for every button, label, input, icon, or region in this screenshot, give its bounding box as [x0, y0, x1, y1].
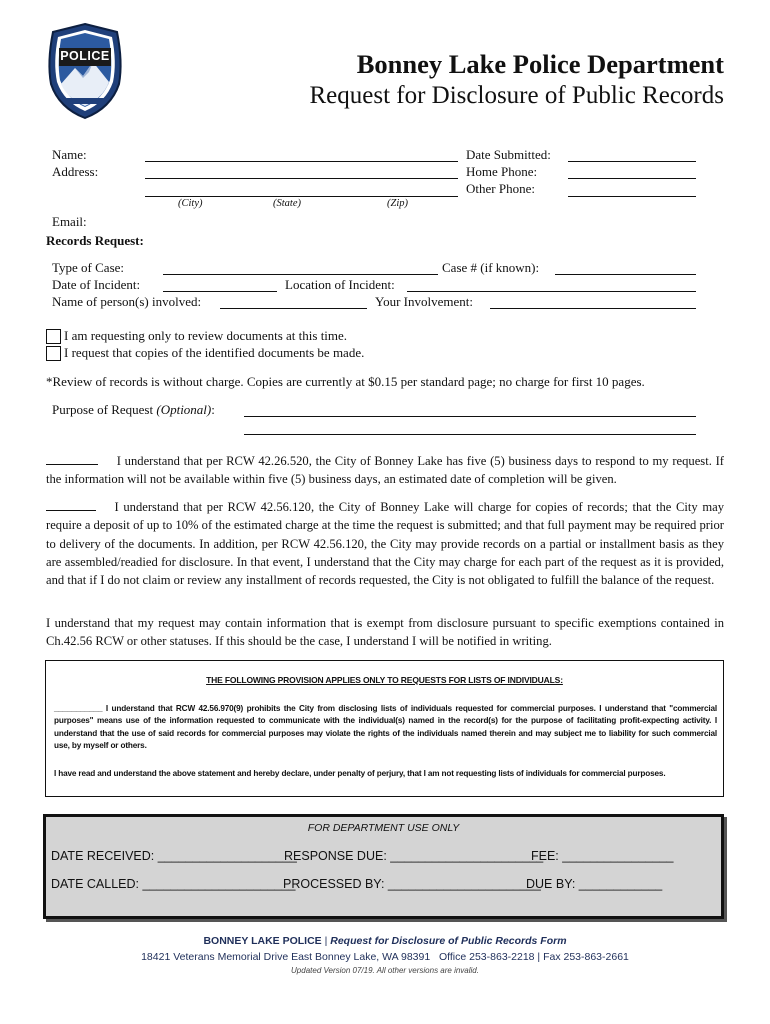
date-called-field[interactable]: DATE CALLED: ______________________ — [51, 877, 296, 891]
date-of-incident-label: Date of Incident: — [52, 277, 141, 292]
acknowledgement-exemptions — [46, 614, 724, 651]
acknowledgement-exemptions-text: I understand that my request may contain information that is exempt from disclosure pursuant to specific exemptions contained in Ch.42.56 RCW or other statuses. If this should be the case, I understand I will be notified in writing. — [46, 616, 724, 649]
provision-initial-blank[interactable]: ___________ — [54, 704, 103, 713]
address-label: Address: — [52, 164, 99, 179]
footer-version: Updated Version 07/19. All other versions are invalid. — [291, 966, 479, 975]
home-phone-field[interactable] — [568, 178, 696, 179]
initial-blank-respond[interactable] — [46, 464, 98, 465]
date-of-incident-field[interactable] — [163, 291, 277, 292]
page-title: Bonney Lake Police Department — [356, 49, 724, 79]
other-phone-label: Other Phone: — [466, 181, 535, 196]
footer-title — [0, 935, 770, 947]
acknowledgement-respond — [46, 452, 724, 489]
email-label: Email: — [52, 214, 87, 229]
city-caption: (City) — [178, 198, 203, 209]
type-of-case-label: Type of Case: — [52, 260, 125, 275]
state-caption: (State) — [273, 198, 301, 209]
fee-note: *Review of records is without charge. Copies are currently at $0.15 per standard page; no charge for first 10 pages. — [46, 374, 645, 389]
home-phone-label: Home Phone: — [466, 164, 538, 179]
footer-form-name: Request for Disclosure of Public Records Form — [330, 935, 567, 947]
initial-blank-charges[interactable] — [46, 510, 96, 511]
review-only-label: I am requesting only to review documents at this time. — [64, 328, 348, 343]
processed-by-field[interactable]: PROCESSED BY: ______________________ — [283, 877, 541, 891]
provision-body — [54, 703, 717, 753]
footer-address-line — [0, 951, 770, 963]
involvement-label: Your Involvement: — [375, 294, 473, 309]
date-submitted-field[interactable] — [568, 161, 696, 162]
purpose-optional: (Optional) — [156, 402, 212, 417]
provision-heading: THE FOLLOWING PROVISION APPLIES ONLY TO REQUESTS FOR LISTS OF INDIVIDUALS: — [206, 675, 563, 685]
date-received-field[interactable]: DATE RECEIVED: ____________________ — [51, 849, 297, 863]
purpose-colon: : — [211, 402, 215, 417]
purpose-label-text: Purpose of Request — [52, 402, 154, 417]
records-request-heading: Records Request: — [46, 233, 144, 248]
provision-declaration: I have read and understand the above statement and hereby declare, under penalty of perjury, that I am not requesting lists of individuals for commercial purposes. — [54, 769, 666, 778]
date-submitted-label: Date Submitted: — [466, 147, 551, 162]
review-only-checkbox[interactable] — [46, 329, 61, 344]
footer-org: BONNEY LAKE POLICE — [203, 935, 322, 947]
acknowledgement-charges — [46, 498, 724, 589]
badge-icon — [45, 22, 125, 120]
police-badge-logo — [45, 22, 125, 120]
other-phone-field[interactable] — [568, 196, 696, 197]
acknowledgement-charges-text: I understand that per RCW 42.56.120, the City of Bonney Lake will charge for copies of records; that the City may require a deposit of up to 10% of the estimated charge at the time the request is submitted; and that full payment may be required prior to delivery of the documents. In addition, per RCW 42.56.120, the City may provide records on a partial or installment basis as they are assembled/readied for disclosure. In that event, I understand that the City may charge for each part of the request as it is provided, and that if I do not claim or review any installment of records requested, the City is not obligated to fulfill the balance of the request. — [46, 500, 725, 588]
purpose-field-line1[interactable] — [244, 416, 696, 417]
location-label: Location of Incident: — [285, 277, 395, 292]
type-of-case-field[interactable] — [163, 274, 438, 275]
fee-field[interactable]: FEE: ________________ — [531, 849, 674, 863]
footer-address: 18421 Veterans Memorial Drive East Bonney Lake, WA 98391 — [141, 951, 431, 963]
purpose-field-line2[interactable] — [244, 434, 696, 435]
due-by-field[interactable]: DUE BY: ____________ — [526, 877, 663, 891]
address-field[interactable] — [145, 178, 458, 179]
address-line2-field[interactable] — [145, 196, 458, 197]
case-number-label: Case # (if known): — [442, 260, 540, 275]
department-use-heading: FOR DEPARTMENT USE ONLY — [307, 822, 460, 834]
location-field[interactable] — [407, 291, 696, 292]
case-number-field[interactable] — [555, 274, 696, 275]
zip-caption: (Zip) — [387, 198, 408, 209]
persons-involved-field[interactable] — [220, 308, 367, 309]
provision-body-text: I understand that RCW 42.56.970(9) prohibits the City from disclosing lists of individuals requested for commercial purposes. I understand that "commercial purposes" means use of the information requested to communicate with the individual(s) named in the record(s) for the purpose of facilitating profit-expecting activity. I understand that the use of said records for commercial purposes may violate the rights of the individuals named therein and may subject me to liability for such commercial use, by myself or others. — [54, 704, 718, 751]
page-subtitle: Request for Disclosure of Public Records — [309, 82, 724, 109]
name-label: Name: — [52, 147, 87, 162]
footer-separator: | — [321, 935, 331, 947]
copies-checkbox[interactable] — [46, 346, 61, 361]
response-due-field[interactable]: RESPONSE DUE: ______________________ — [284, 849, 544, 863]
involvement-field[interactable] — [490, 308, 696, 309]
persons-involved-label: Name of person(s) involved: — [52, 294, 202, 309]
purpose-label — [52, 402, 215, 418]
department-use-box — [43, 814, 724, 919]
copies-label: I request that copies of the identified documents be made. — [64, 345, 365, 360]
commercial-provision-box — [45, 660, 724, 797]
name-field[interactable] — [145, 161, 458, 162]
footer-phones: Office 253-863-2218 | Fax 253-863-2661 — [438, 951, 629, 963]
acknowledgement-respond-text: I understand that per RCW 42.26.520, the City of Bonney Lake has five (5) business days to respond to my request. If the information will not be available within five (5) business days, an estimated date of completion will be given. — [46, 454, 724, 487]
badge-text: POLICE — [60, 49, 110, 63]
